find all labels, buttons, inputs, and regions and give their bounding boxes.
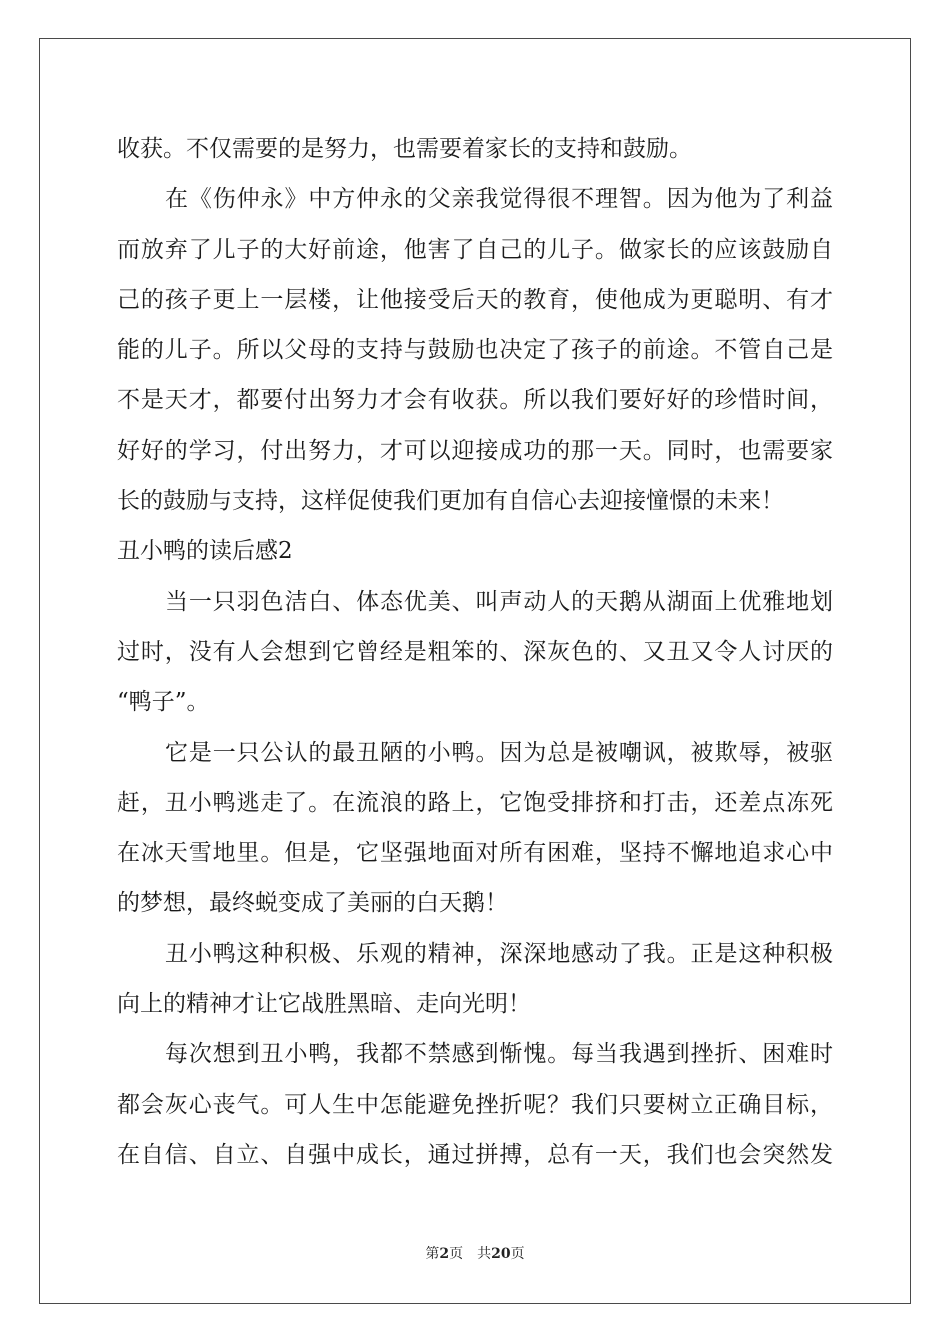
text-line: 都会灰心丧气。可人生中怎能避免挫折呢？我们只要树立正确目标， [117,1091,833,1118]
document-body [117,124,833,1180]
text-line: 赶，丑小鸭逃走了。在流浪的路上，它饱受排挤和打击，还差点冻死 [117,789,833,816]
text-line: 而放弃了儿子的大好前途，他害了自己的儿子。做家长的应该鼓励自 [117,236,833,263]
text-line: 不是天才，都要付出努力才会有收获。所以我们要好好的珍惜时间， [117,387,833,414]
text-line: 己的孩子更上一层楼，让他接受后天的教育，使他成为更聪明、有才 [117,286,833,313]
text-line: “鸭子”。 [117,689,210,716]
footer-total-suffix: 页 [510,1246,525,1262]
text-line: 丑小鸭这种积极、乐观的精神，深深地感动了我。正是这种积极 [165,940,833,967]
text-line: 在自信、自立、自强中成长，通过拼搏，总有一天，我们也会突然发 [117,1141,833,1168]
text-line: 过时，没有人会想到它曾经是粗笨的、深灰色的、又丑又令人讨厌的 [117,638,833,665]
text-line: 在冰天雪地里。但是，它坚强地面对所有困难，坚持不懈地追求心中 [117,840,833,867]
text-line: 长的鼓励与支持，这样促使我们更加有自信心去迎接憧憬的未来！ [117,488,784,515]
text-line: 的梦想，最终蜕变成了美丽的白天鹅！ [117,890,508,917]
footer-page-current: 2 [439,1246,450,1262]
text-line: 每次想到丑小鸭，我都不禁感到惭愧。每当我遇到挫折、困难时 [165,1041,833,1068]
text-line: 当一只羽色洁白、体态优美、叫声动人的天鹅从湖面上优雅地划 [165,588,833,615]
section-heading: 丑小鸭的读后感2 [117,538,293,565]
text-line: 向上的精神才让它战胜黑暗、走向光明！ [117,991,531,1018]
text-line: 能的儿子。所以父母的支持与鼓励也决定了孩子的前途。不管自己是 [117,337,833,364]
text-line: 在《伤仲永》中方仲永的父亲我觉得很不理智。因为他为了利益 [165,186,833,213]
footer-page-total: 20 [491,1246,511,1262]
page-footer [0,1243,950,1263]
text-line: 收获。不仅需要的是努力，也需要着家长的支持和鼓励。 [117,136,692,162]
footer-page-suffix: 页 [449,1246,464,1262]
text-line: 它是一只公认的最丑陋的小鸭。因为总是被嘲讽，被欺辱，被驱 [165,739,833,766]
text-line: 好好的学习，付出努力，才可以迎接成功的那一天。同时，也需要家 [117,437,833,464]
footer-page-prefix: 第 [425,1246,440,1262]
footer-total-prefix: 共 [477,1246,492,1262]
